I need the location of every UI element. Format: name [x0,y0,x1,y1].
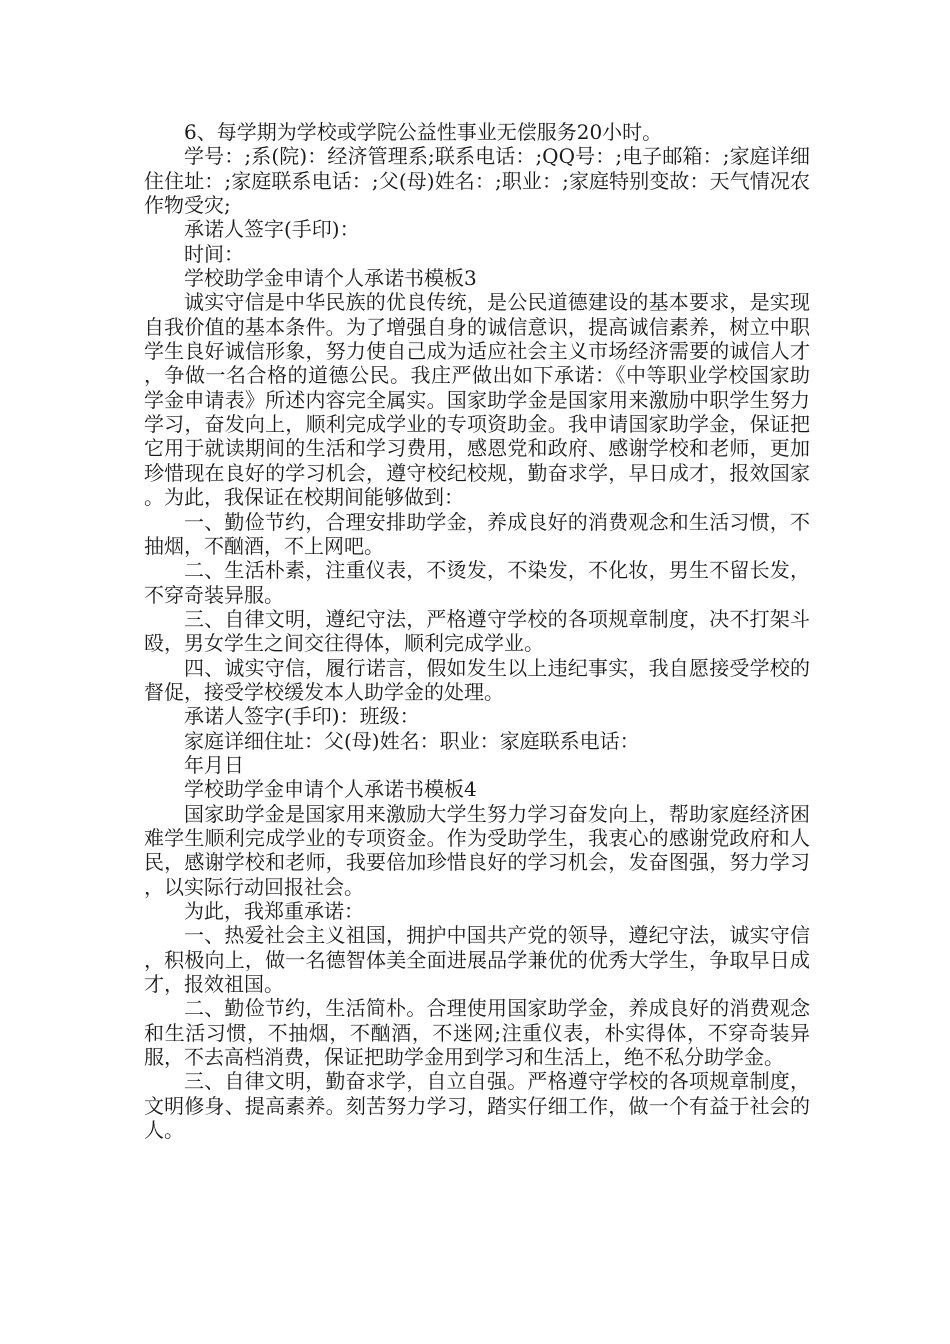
paragraph-pledge-4: 四、诚实守信，履行诺言，假如发生以上违纪事实，我自愿接受学校的督促，接受学校缓发本人助学金的处理。 [144,655,810,704]
paragraph-pledge-1: 一、勤俭节约，合理安排助学金，养成良好的消费观念和生活习惯，不抽烟，不酗酒，不上网吧。 [144,509,810,558]
paragraph-commitment-3: 三、自律文明，勤奋求学，自立自强。严格遵守学校的各项规章制度，文明修身、提高素养。刻苦努力学习，踏实仔细工作，做一个有益于社会的人。 [144,1069,810,1143]
paragraph-commitment-1: 一、热爱社会主义祖国，拥护中国共产党的领导，遵纪守法，诚实守信，积极向上，做一名德智体美全面进展品学兼优的优秀大学生，争取早日成才，报效祖国。 [144,923,810,997]
paragraph-service-hours: 6、每学期为学校或学院公益性事业无偿服务20小时。 [184,120,663,144]
paragraph-commitment-2: 二、勤俭节约，生活简朴。合理使用国家助学金，养成良好的消费观念和生活习惯，不抽烟，不酗酒，不迷网;注重仪表，朴实得体，不穿奇装异服，不去高档消费，保证把助学金用到学习和生活上，绝不私分助学金。 [144,996,810,1070]
paragraph-applicant-info: 学号：;系(院)：经济管理系;联系电话：;QQ号：;电子邮箱：;家庭详细住住址：;家庭联系电话：;父(母)姓名：;职业：;家庭特别变故：天气情况农作物受灾; [144,144,810,218]
paragraph-grant-intro: 国家助学金是国家用来激励大学生努力学习奋发向上，帮助家庭经济困难学生顺利完成学业的专项资金。作为受助学生，我衷心的感谢党政府和人民，感谢学校和老师，我要倍加珍惜良好的学习机会，发奋图强，努力学习，以实际行动回报社会。 [144,801,810,899]
paragraph-signature: 承诺人签字(手印)： [184,217,360,242]
section-title-template-4: 学校助学金申请个人承诺书模板4 [184,777,477,802]
paragraph-integrity-intro: 诚实守信是中华民族的优良传统，是公民道德建设的基本要求，是实现自我价值的基本条件。为了增强自身的诚信意识，提高诚信素养，树立中职学生良好诚信形象，努力使自己成为适应社会主义市场经济需要的诚信人才，争做一名合格的道德公民。我庄严做出如下承诺：《中等职业学校国家助学金申请表》所述内容完全属实。国家助学金是国家用来激励中职学生努力学习，奋发向上，顺利完成学业的专项资助金。我申请国家助学金，保证把它用于就读期间的生活和学习费用，感恩党和政府、感谢学校和老师，更加珍惜现在良好的学习机会，遵守校纪校规，勤奋求学，早日成才，报效国家。为此，我保证在校期间能够做到： [144,290,810,510]
paragraph-family-info: 家庭详细住址：父(母)姓名：职业：家庭联系电话： [184,728,640,753]
paragraph-pledge-2: 二、生活朴素，注重仪表，不烫发，不染发，不化妆，男生不留长发，不穿奇装异服。 [144,558,810,607]
paragraph-solemn-pledge: 为此，我郑重承诺： [184,899,364,923]
paragraph-pledge-3: 三、自律文明，遵纪守法，严格遵守学校的各项规章制度，决不打架斗殴，男女学生之间交往得体，顺利完成学业。 [144,606,810,656]
document-page [144,120,810,1142]
paragraph-signature-class: 承诺人签字(手印)：班级： [184,704,420,729]
paragraph-date: 年月日 [184,752,244,777]
paragraph-time: 时间： [184,241,244,266]
section-title-template-3: 学校助学金申请个人承诺书模板3 [184,266,477,291]
